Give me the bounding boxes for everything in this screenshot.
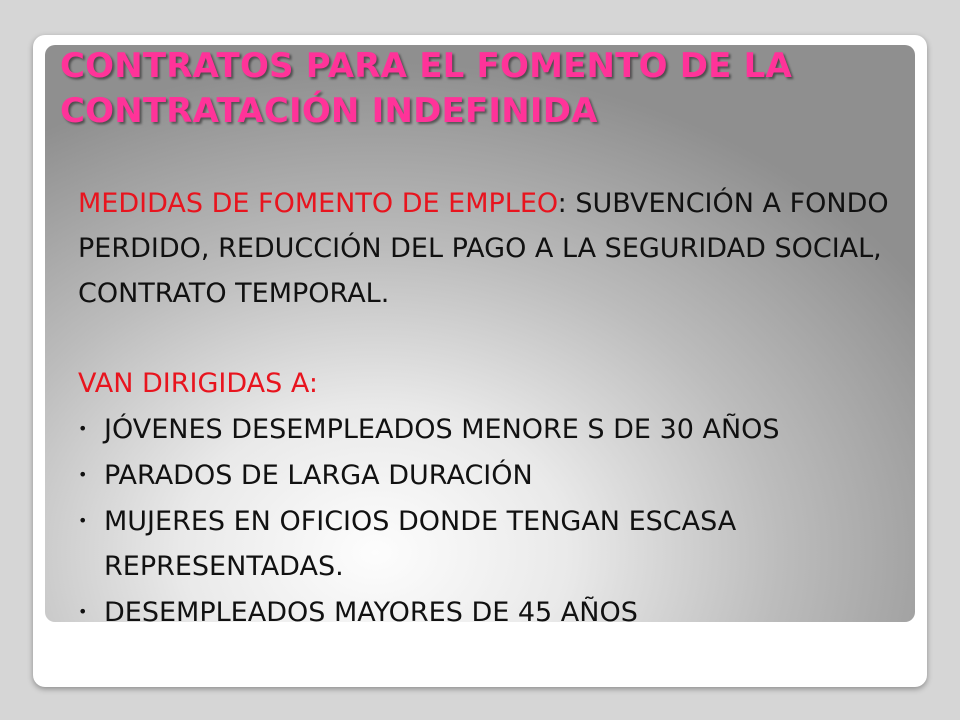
bullet-icon: • (78, 602, 88, 621)
bullet-icon: • (78, 419, 88, 438)
bullet-text: DESEMPLEADOS MAYORES DE 45 AÑOS (104, 597, 638, 628)
measures-heading: MEDIDAS DE FOMENTO DE EMPLEO (78, 188, 558, 219)
measures-paragraph (78, 181, 898, 316)
spacer (78, 316, 898, 361)
bullet-item (78, 452, 898, 498)
bullet-icon: • (78, 511, 88, 530)
slide-title: CONTRATOS PARA EL FOMENTO DE LA CONTRATACIÓN INDEFINIDA (60, 46, 792, 131)
measures-text: SUBVENCIÓN A FONDO PERDIDO, REDUCCIÓN DEL PAGO A LA SEGURIDAD SOCIAL, CONTRATO TEMPORAL. (78, 188, 889, 309)
measures-colon: : (557, 188, 567, 219)
target-heading: VAN DIRIGIDAS A: (78, 368, 318, 399)
bullet-icon: • (78, 465, 88, 484)
bullet-text: JÓVENES DESEMPLEADOS MENORE S DE 30 AÑOS (104, 414, 780, 445)
bullet-text: PARADOS DE LARGA DURACIÓN (104, 460, 533, 491)
slide-body (78, 181, 898, 635)
bullet-item (78, 406, 898, 452)
bullet-text: MUJERES EN OFICIOS DONDE TENGAN ESCASA REPRESENTADAS. (104, 506, 737, 582)
bullet-item (78, 498, 898, 589)
bullet-item (78, 589, 898, 635)
